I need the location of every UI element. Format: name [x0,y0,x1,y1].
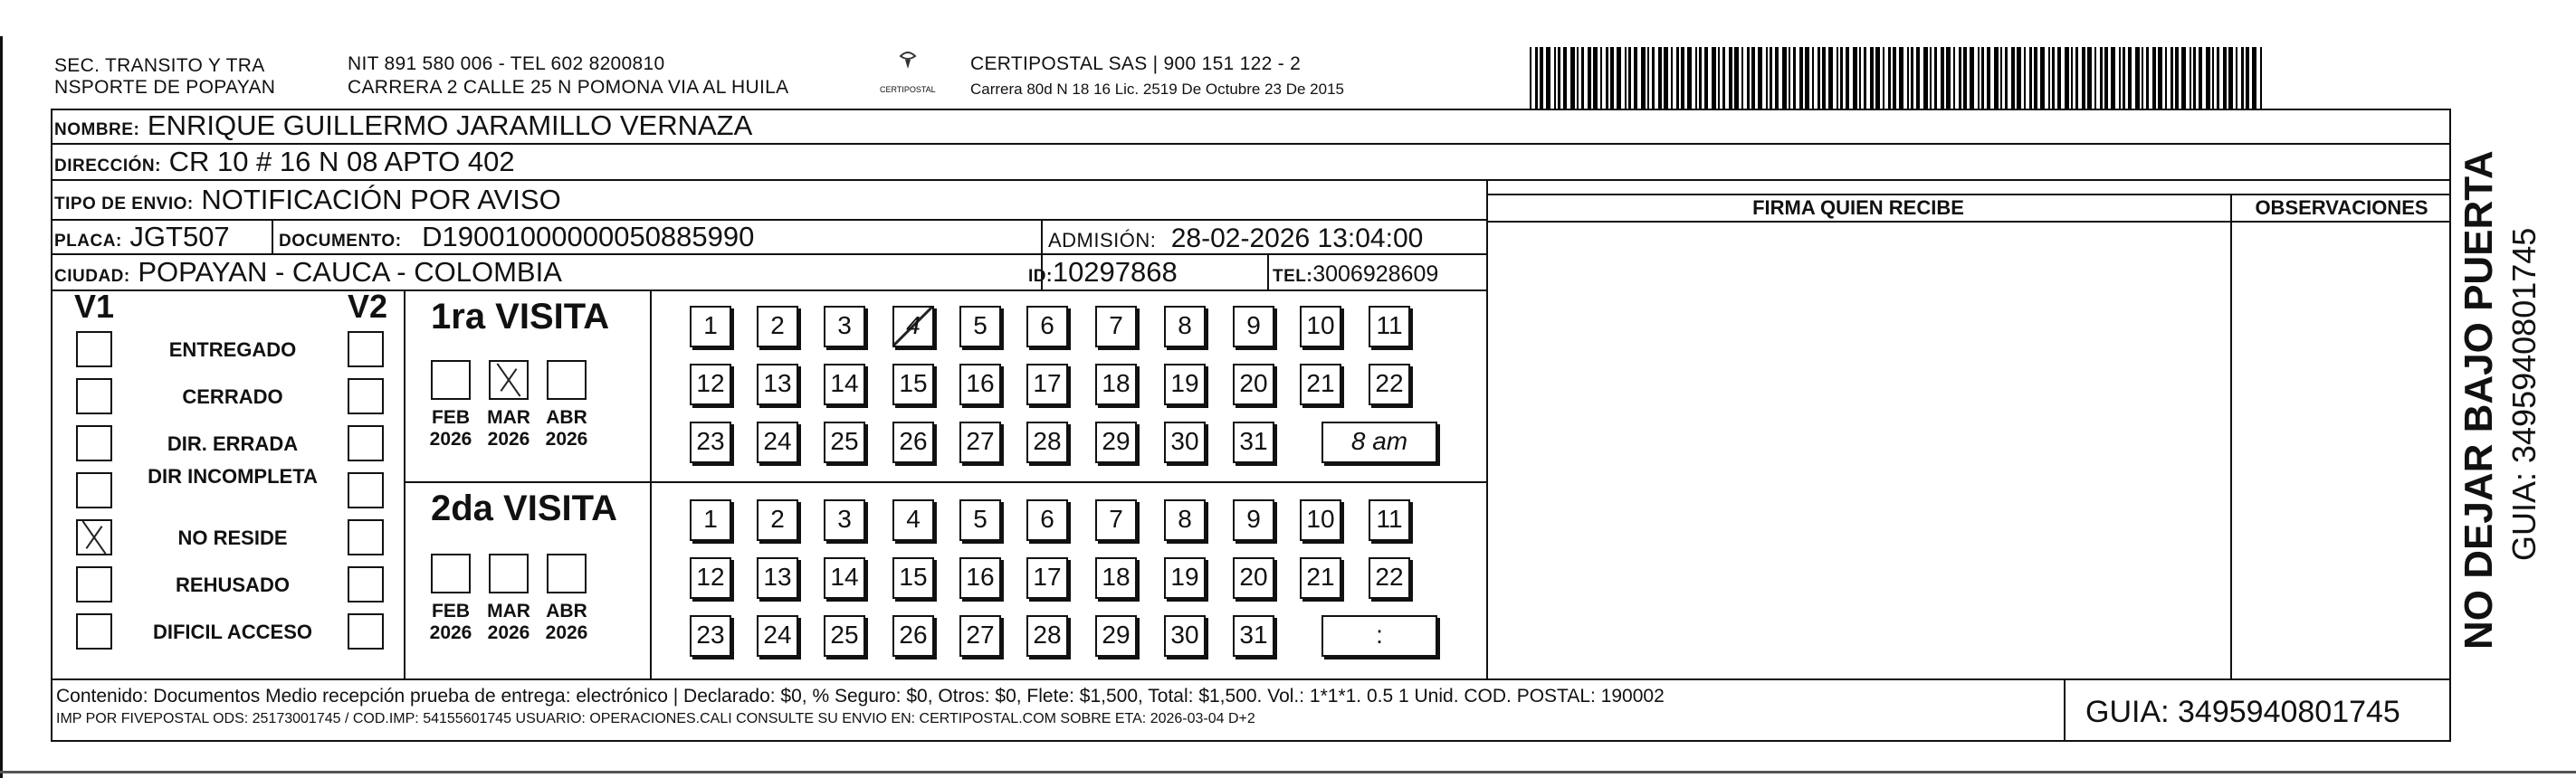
visit1-day-box[interactable]: 23 [690,422,731,463]
v1-checkbox[interactable] [76,613,112,650]
visit1-month-checkbox[interactable] [489,360,529,400]
visit2-day-box[interactable]: 2 [757,499,798,541]
v1-checkbox[interactable] [76,519,112,555]
id-value: 10297868 [1052,256,1178,288]
observaciones-header: OBSERVACIONES [2255,196,2428,219]
placa-label: PLACA: [54,232,122,251]
visit2-day-box[interactable]: 6 [1026,499,1068,541]
tel-value: 3006928609 [1312,261,1439,287]
col-divider [272,219,273,253]
visit2-day-box[interactable]: 5 [959,499,1001,541]
col-divider [2230,194,2232,678]
admision-cell [1048,223,1423,256]
visit1-day-box[interactable]: 4 [892,306,934,347]
visit2-month-name: MAR [487,601,530,621]
visit1-day-box[interactable]: 5 [959,306,1001,347]
visit1-day-box[interactable]: 11 [1369,306,1410,347]
visit2-title: 2da VISITA [431,489,617,528]
visit1-day-box[interactable]: 8 [1164,306,1206,347]
visit1-day-box[interactable]: 27 [959,422,1001,463]
visit1-day-box[interactable]: 15 [892,364,934,405]
visit2-day-box[interactable]: 31 [1233,615,1274,657]
visit1-day-box[interactable]: 22 [1369,364,1410,405]
side-guia: GUIA: 3495940801745 [2505,227,2543,561]
tel-label: TEL: [1273,267,1313,286]
ciudad-label: CIUDAD: [54,267,130,286]
visit2-day-box[interactable]: 28 [1026,615,1068,657]
visit2-day-box[interactable]: 29 [1095,615,1137,657]
sender-line-1: SEC. TRANSITO Y TRA [54,55,265,76]
nit-line: NIT 891 580 006 - TEL 602 8200810 [348,53,665,74]
placa-cell [54,222,230,257]
v2-label: V2 [348,288,388,325]
status-label: REHUSADO [176,574,290,596]
visit1-day-box[interactable]: 9 [1233,306,1274,347]
visit2-month-name: FEB [432,601,470,621]
barcode [1530,47,2265,110]
visit2-month-year: 2026 [545,622,588,643]
visit1-month-checkbox[interactable] [547,360,587,400]
visit1-day-box[interactable]: 18 [1095,364,1137,405]
visit2-day-box[interactable]: 4 [892,499,934,541]
visit1-month-name: FEB [432,407,470,428]
visit2-day-box[interactable]: 11 [1369,499,1410,541]
visit1-day-box[interactable]: 19 [1164,364,1206,405]
visit2-day-box[interactable]: 3 [824,499,865,541]
visit1-day-box[interactable]: 24 [757,422,798,463]
visit1-month-checkbox[interactable] [431,360,471,400]
id-label: ID: [1028,267,1053,286]
visit1-day-box[interactable]: 17 [1026,364,1068,405]
visit2-month-label [422,601,480,644]
visit2-day-box[interactable]: 8 [1164,499,1206,541]
visit1-day-box[interactable]: 28 [1026,422,1068,463]
visit2-month-label [480,601,538,644]
col-divider [2064,678,2066,742]
v2-checkbox[interactable] [348,613,384,650]
visit2-day-box[interactable]: 25 [824,615,865,657]
visit2-day-box[interactable]: 22 [1369,557,1410,599]
carrier-line-1: CERTIPOSTAL SAS | 900 151 122 - 2 [970,53,1302,74]
carrier-line-2: Carrera 80d N 18 16 Lic. 2519 De Octubre 23 De 2015 [970,81,1344,98]
visit2-day-box[interactable]: 15 [892,557,934,599]
visit2-day-box[interactable]: 7 [1095,499,1137,541]
status-label: DIR. ERRADA [167,432,299,455]
visit2-day-box[interactable]: 30 [1164,615,1206,657]
visit2-day-box[interactable]: 1 [690,499,731,541]
tipo-envio-row [54,185,561,220]
firma-header: FIRMA QUIEN RECIBE [1752,196,1964,219]
tipo-envio-label: TIPO DE ENVIO: [54,194,194,213]
visit2-day-box[interactable]: 18 [1095,557,1137,599]
visit2-day-box[interactable]: 9 [1233,499,1274,541]
id-cell [1028,257,1178,292]
visit1-day-box[interactable]: 13 [757,364,798,405]
visit2-day-box[interactable]: 12 [690,557,731,599]
direccion-value: CR 10 # 16 N 08 APTO 402 [168,146,515,177]
visit1-month-year: 2026 [545,429,588,450]
visit1-day-box[interactable]: 10 [1300,306,1341,347]
nombre-label: NOMBRE: [54,120,140,139]
side-warning: NO DEJAR BAJO PUERTA [2457,150,2501,650]
visit1-month-label [538,407,596,451]
visit1-month-name: ABR [546,407,587,428]
visit2-day-box[interactable]: 17 [1026,557,1068,599]
placa-value: JGT507 [129,221,230,252]
ciudad-value: POPAYAN - CAUCA - COLOMBIA [138,256,562,288]
admision-value: 28-02-2026 13:04:00 [1170,223,1424,253]
col-divider [404,289,405,678]
visit1-day-box[interactable]: 20 [1233,364,1274,405]
guia-footer: GUIA: 3495940801745 [2085,695,2400,729]
visit1-day-box[interactable]: 2 [757,306,798,347]
visit1-day-box[interactable]: 14 [824,364,865,405]
v1-checkbox[interactable] [76,425,112,461]
left-edge-line [0,36,3,778]
status-label: DIFICIL ACCESO [152,621,312,643]
documento-label: DOCUMENTO: [279,232,402,251]
visit2-day-box[interactable]: 26 [892,615,934,657]
visit2-month-checkbox[interactable] [431,554,471,593]
col-divider [1267,253,1269,289]
visit1-title: 1ra VISITA [431,297,610,337]
visit1-day-box[interactable]: 1 [690,306,731,347]
documento-cell [279,222,754,257]
visit2-day-box[interactable]: 16 [959,557,1001,599]
visit1-month-label [480,407,538,451]
visit1-month-name: MAR [487,407,530,428]
status-label: DIR INCOMPLETA [148,465,318,488]
visit2-day-box[interactable]: 14 [824,557,865,599]
visit-divider [404,481,1486,483]
visit1-month-label [422,407,480,451]
status-label: CERRADO [182,385,283,408]
contenido-text: Contenido: Documentos Medio recepción prueba de entrega: electrónico | Declarado: $0, % Seguro: $0, Otros: $0, Flete: $1,500, Total: $1,500. Vol.: 1*1*1. 0.5 1 Unid. COD. POSTAL: 190002 [56,686,1665,707]
ciudad-cell [54,257,562,292]
visit1-day-box[interactable]: 21 [1300,364,1341,405]
v1-checkbox[interactable] [76,331,112,367]
nombre-value: ENRIQUE GUILLERMO JARAMILLO VERNAZA [147,109,753,141]
col-divider [650,289,652,678]
status-label: NO RESIDE [177,527,288,549]
visit1-day-box[interactable]: 3 [824,306,865,347]
visit2-day-box[interactable]: 23 [690,615,731,657]
sender-line-2: NSPORTE DE POPAYAN [54,77,276,98]
visit1-time-box[interactable]: 8 am [1321,422,1437,463]
visit1-day-box[interactable]: 12 [690,364,731,405]
visit1-day-box[interactable]: 6 [1026,306,1068,347]
tel-cell [1273,259,1438,292]
visit2-day-box[interactable]: 24 [757,615,798,657]
visit1-day-box[interactable]: 30 [1164,422,1206,463]
visit2-day-box[interactable]: 19 [1164,557,1206,599]
v2-checkbox[interactable] [348,331,384,367]
visit1-day-box[interactable]: 26 [892,422,934,463]
v2-checkbox[interactable] [348,566,384,602]
visit1-day-box[interactable]: 29 [1095,422,1137,463]
visit2-day-box[interactable]: 10 [1300,499,1341,541]
address-line: CARRERA 2 CALLE 25 N POMONA VIA AL HUILA [348,77,789,98]
logo-text: CERTIPOSTAL [880,85,936,94]
visit2-day-box[interactable]: 20 [1233,557,1274,599]
visit2-month-checkbox[interactable] [489,554,529,593]
direccion-row [54,147,515,182]
nombre-row [54,110,752,146]
v2-checkbox[interactable] [348,425,384,461]
v1-label: V1 [74,288,115,325]
visit2-time-box[interactable]: : [1321,615,1437,657]
v1-checkbox[interactable] [76,472,112,508]
visit2-month-checkbox[interactable] [547,554,587,593]
visit1-day-box[interactable]: 7 [1095,306,1137,347]
certipostal-logo [880,49,936,100]
col-divider [1486,179,1488,678]
visit2-month-year: 2026 [429,622,472,643]
bottom-edge-line [0,771,2576,773]
tipo-envio-value: NOTIFICACIÓN POR AVISO [201,184,561,215]
documento-value: D19001000000050885990 [422,221,755,252]
visit2-month-year: 2026 [487,622,530,643]
visit1-day-box[interactable]: 25 [824,422,865,463]
v1-checkbox[interactable] [76,566,112,602]
header-underline [1486,221,2451,223]
status-label: ENTREGADO [168,338,297,361]
imp-text: IMP POR FIVEPOSTAL ODS: 25173001745 / COD.IMP: 54155601745 USUARIO: OPERACIONES.CALI CONSULTE SU ENVIO EN: CERTIPOSTAL.COM SOBRE ETA: 2026-03-04 D+2 [56,711,1255,726]
v2-checkbox[interactable] [348,378,384,414]
visit2-day-box[interactable]: 13 [757,557,798,599]
visit2-month-name: ABR [546,601,587,621]
v1-checkbox[interactable] [76,378,112,414]
admision-label: ADMISIÓN: [1048,229,1157,251]
direccion-label: DIRECCIÓN: [54,157,161,176]
visit1-day-box[interactable]: 31 [1233,422,1274,463]
visit2-day-box[interactable]: 27 [959,615,1001,657]
visit1-month-year: 2026 [487,429,530,450]
visit1-day-box[interactable]: 16 [959,364,1001,405]
visit2-month-label [538,601,596,644]
v2-checkbox[interactable] [348,472,384,508]
row-divider [51,678,2451,680]
visit2-day-box[interactable]: 21 [1300,557,1341,599]
visit1-month-year: 2026 [429,429,472,450]
v2-checkbox[interactable] [348,519,384,555]
